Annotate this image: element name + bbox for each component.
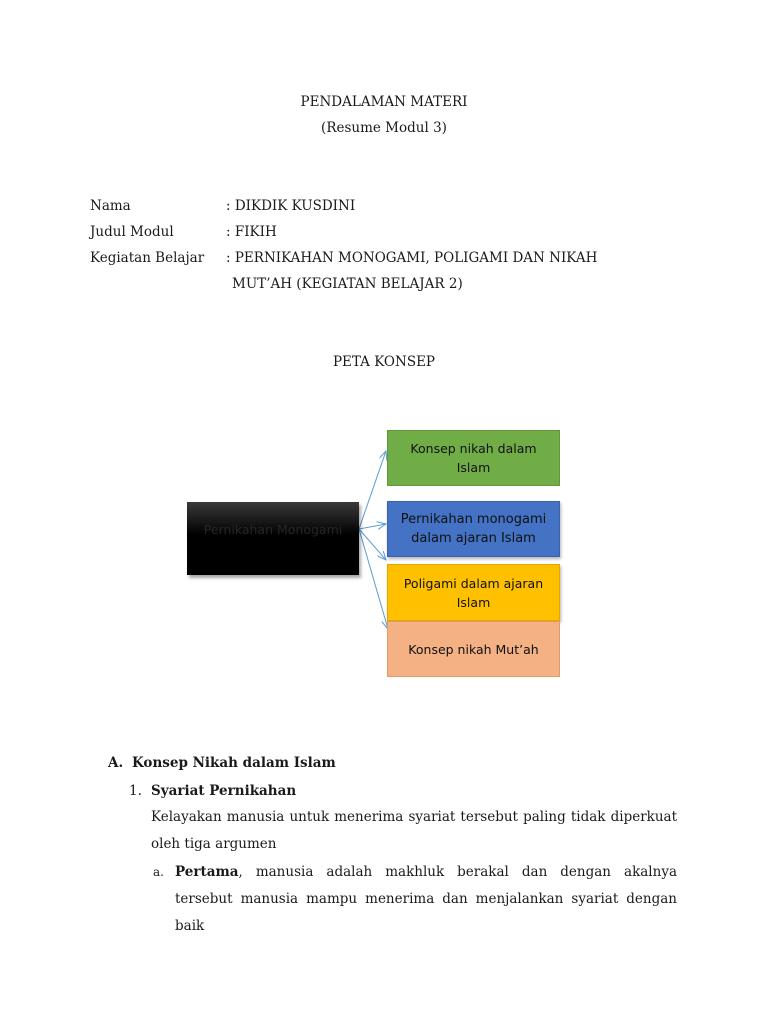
point-a-lead: Pertama (175, 864, 239, 880)
concept-root-box (187, 502, 359, 575)
info-value-judul-modul: : FIKIH (226, 224, 277, 240)
concept-box-mutah (387, 621, 560, 677)
list-marker: 1. (129, 783, 142, 799)
info-label-judul-modul: Judul Modul (90, 224, 174, 240)
info-value-kegiatan-belajar: : PERNIKAHAN MONOGAMI, POLIGAMI DAN NIKAH (226, 250, 598, 266)
section-heading: Konsep Nikah dalam Islam (132, 755, 336, 771)
info-label-nama: Nama (90, 198, 131, 214)
arrow-to-mutah (359, 529, 388, 629)
concept-box-monogami (387, 501, 560, 557)
point-a-text: , manusia adalah makhluk berakal dan dengan akalnya tersebut manusia mampu menerima dan menjalankan syariat dengan baik (175, 864, 677, 934)
info-value-continuation: MUT’AH (KEGIATAN BELAJAR 2) (232, 276, 463, 292)
concept-box-label: Poligami dalam ajaran Islam (403, 575, 544, 610)
concept-box-label: Pernikahan monogami dalam ajaran Islam (400, 512, 547, 546)
concept-root-label: Pernikahan Monogami (203, 522, 343, 537)
document-subtitle: (Resume Modul 3) (321, 120, 447, 136)
list-item-point-a (175, 859, 677, 940)
arrow-to-konsep-nikah (359, 451, 386, 529)
body-paragraph: Kelayakan manusia untuk menerima syariat tersebut paling tidak diperkuat oleh tiga argumen (151, 809, 677, 852)
list-marker: a. (153, 865, 164, 879)
concept-box-label: Konsep nikah Mut’ah (408, 641, 539, 657)
concept-box-poligami (387, 564, 560, 621)
concept-box-konsep-nikah (387, 430, 560, 486)
concept-box-label: Konsep nikah dalam Islam (410, 441, 537, 475)
info-value-nama: : DIKDIK KUSDINI (226, 198, 356, 214)
info-label-kegiatan-belajar: Kegiatan Belajar (90, 250, 205, 266)
document-title: PENDALAMAN MATERI (300, 94, 468, 110)
concept-map-title: PETA KONSEP (332, 354, 436, 370)
arrow-to-monogami (359, 524, 386, 529)
subsection-heading: Syariat Pernikahan (151, 783, 297, 799)
section-marker: A. (108, 755, 124, 771)
